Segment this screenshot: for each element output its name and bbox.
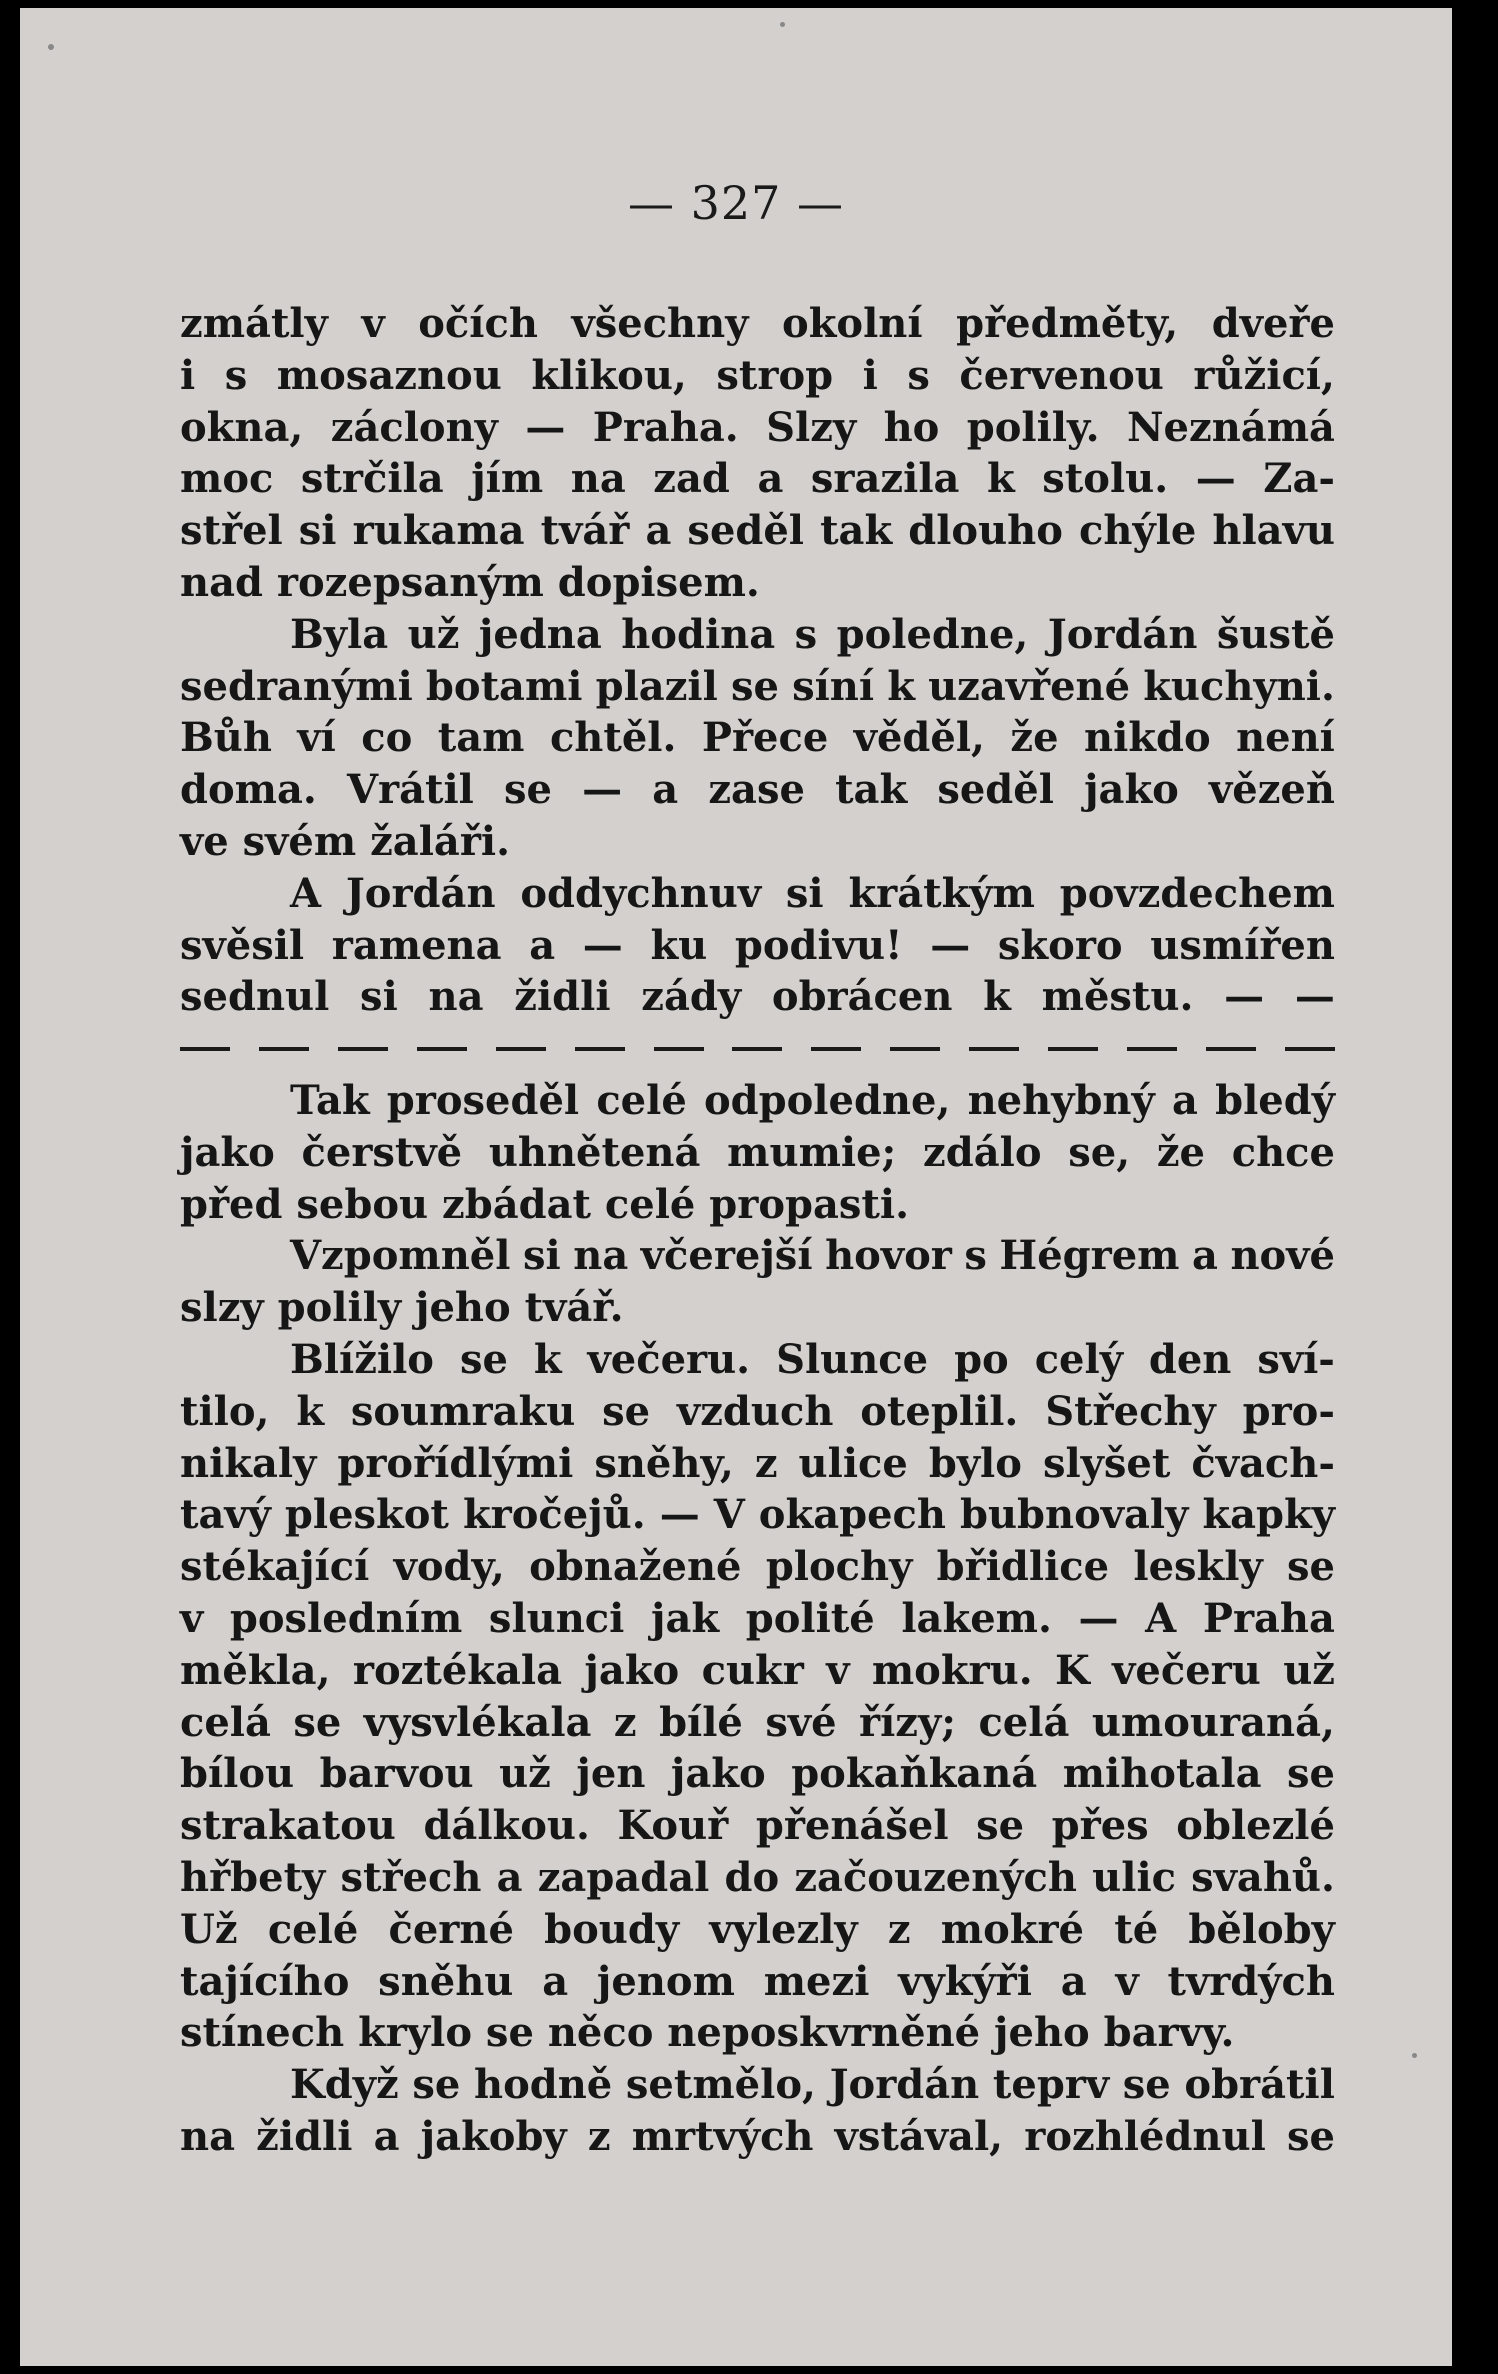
text-line: svěsil ramena a — ku podivu! — skoro usmířen (180, 921, 1335, 969)
text-line: nikaly prořídlými sněhy, z ulice bylo slyšet čvach- (180, 1439, 1335, 1487)
text-line: nad rozepsaným dopisem. (180, 558, 760, 606)
text-line: A Jordán oddychnuv si krátkým povzdechem (290, 869, 1335, 917)
separator-dash (496, 1047, 546, 1051)
separator-dash (811, 1047, 861, 1051)
separator-dash (890, 1047, 940, 1051)
text-line: Byla už jedna hodina s poledne, Jordán šustě (290, 610, 1335, 658)
text-line: ve svém žaláři. (180, 817, 511, 865)
text-line: tilo, k soumraku se vzduch oteplil. Střechy pro- (180, 1387, 1335, 1435)
text-line: na židli a jakoby z mrtvých vstával, rozhlédnul se (180, 2112, 1335, 2160)
text-line: bílou barvou už jen jako pokaňkaná mihotala se (180, 1750, 1335, 1798)
text-line: celá se vysvlékala z bílé své řízy; celá umouraná, (180, 1698, 1335, 1746)
separator-dash (575, 1047, 625, 1051)
text-line: sednul si na židli zády obrácen k městu. — — (180, 973, 1335, 1021)
text-line: měkla, roztékala jako cukr v mokru. K večeru už (180, 1646, 1335, 1694)
text-line: Už celé černé boudy vylezly z mokré té běloby (180, 1905, 1335, 1953)
text-line: jako čerstvě uhnětená mumie; zdálo se, že chce (180, 1128, 1335, 1176)
separator-dash (1285, 1047, 1335, 1051)
scan-speck (1412, 2053, 1417, 2058)
separator-dash (417, 1047, 467, 1051)
body-text (180, 298, 1335, 2163)
scan-speck (780, 22, 785, 27)
text-line: doma. Vrátil se — a zase tak seděl jako vězeň (180, 766, 1335, 814)
text-line: před sebou zbádat celé propasti. (180, 1180, 910, 1228)
text-line: zmátly v očích všechny okolní předměty, dveře (180, 300, 1335, 347)
separator-dash (969, 1047, 1019, 1051)
separator-dash (654, 1047, 704, 1051)
text-line: stékající vody, obnažené plochy břidlice leskly se (180, 1543, 1335, 1591)
separator-dash (1127, 1047, 1177, 1051)
text-line: Vzpomněl si na včerejší hovor s Hégrem a nové (290, 1232, 1335, 1280)
text-line: okna, záclony — Praha. Slzy ho polily. Neznámá (180, 403, 1335, 451)
text-line: sedranými botami plazil se síní k uzavřené kuchyni. (180, 662, 1335, 710)
text-line: v posledním slunci jak polité lakem. — A Praha (180, 1594, 1335, 1642)
text-line: Bůh ví co tam chtěl. Přece věděl, že nikdo není (180, 714, 1335, 762)
text-line: tajícího sněhu a jenom mezi vykýři a v tvrdých (180, 1957, 1335, 2005)
text-line: Když se hodně setmělo, Jordán teprv se obrátil (290, 2061, 1335, 2109)
dash-separator (180, 1023, 1335, 1075)
book-page (20, 8, 1452, 2366)
text-line: hřbety střech a zapadal do začouzených ulic svahů. (180, 1853, 1335, 1901)
text-line: strakatou dálkou. Kouř přenášel se přes oblezlé (180, 1802, 1335, 1850)
text-line: Tak proseděl celé odpoledne, nehybný a bledý (290, 1076, 1335, 1124)
separator-dash (180, 1047, 230, 1051)
separator-dash (259, 1047, 309, 1051)
separator-dash (732, 1047, 782, 1051)
separator-dash (1206, 1047, 1256, 1051)
page-number: — 327 — (627, 176, 845, 230)
text-line: i s mosaznou klikou, strop i s červenou růžicí, (180, 351, 1335, 399)
text-line: Blížilo se k večeru. Slunce po celý den sví- (290, 1335, 1335, 1383)
text-line: moc strčila jím na zad a srazila k stolu. — Za- (180, 455, 1335, 503)
text-line: tavý pleskot kročejů. — V okapech bubnovaly kapky (180, 1491, 1335, 1539)
scan-speck (48, 44, 54, 50)
separator-dash (338, 1047, 388, 1051)
separator-dash (1048, 1047, 1098, 1051)
text-line: střel si rukama tvář a seděl tak dlouho chýle hlavu (180, 507, 1335, 555)
text-line: slzy polily jeho tvář. (180, 1284, 624, 1332)
text-line: stínech krylo se něco neposkvrněné jeho barvy. (180, 2009, 1235, 2057)
